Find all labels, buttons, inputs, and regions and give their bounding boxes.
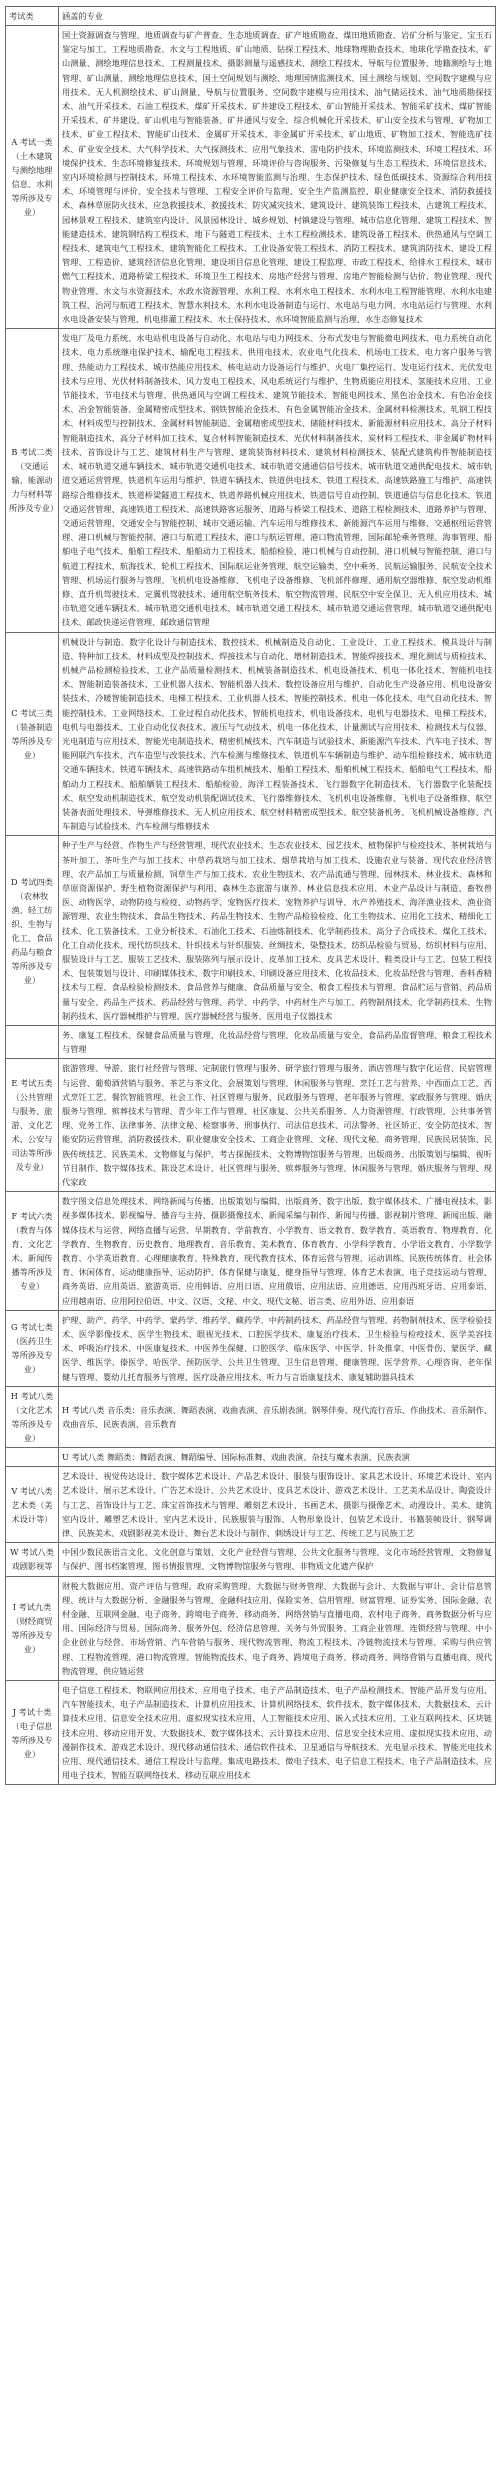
- table-row: [6, 836, 496, 1026]
- category-cell: [6, 1447, 59, 1466]
- majors-cell: 国土资源调查与管理、地质调查与矿产普查、生态地质调查、矿产地质勘查、煤田地质勘查、岩矿分析与鉴定、宝玉石鉴定与加工、工程地质勘查、水文与工程地质、矿山地质、钻探工程技术、地球物理勘查技术、地球化学勘查技术、矿山测量、测绘地理信息技术、工程测量技术、摄影测量与遥感技术、测绘工程技术、导航与位置服务、地籍测绘与土地管理、矿山测量、测绘地理信息技术、国土空间规划与测绘、地理国情监测技术、国土测绘与规划、空间数字建模与应用技术、无人机测绘技术、矿山测量、导航与位置服务、空间数字建模与应用技术、油气储运技术、油气地质勘探技术、油气开采技术、石油工程技术、煤矿开采技术、矿井建设工程技术、矿山智能开采技术、智能采矿技术、煤矿智能开采技术、矿井建设、矿山机电与智能装备、矿井通风与安全、综合机械化开采技术、矿山安全技术与管理、矿物加工技术、矿业工程技术、智能矿山技术、金属矿开采技术、非金属矿开采技术、矿山地质、矿物加工技术、智能选矿技术、矿业安全技术、大气科学技术、大气探测技术、应用气象技术、雷电防护技术、环境监测技术、环境工程技术、环境保护技术、生态环境修复技术、环境规划与管理、环境评价与咨询服务、污染修复与生态工程技术、环境信息技术、室内环境检测与控制技术、环境工程技术、水环境智能监测与治理、生态保护技术、绿色低碳技术、资源综合利用技术、环境管理与评价、安全技术与管理、工程安全评价与监理、安全生产监测监控、职业健康安全技术、消防救援技术、森林草原防火技术、应急救援技术、救援技术、防灾减灾技术、建筑设计、建筑装饰工程技术、古建筑工程技术、园林景观工程技术、建筑室内设计、风景园林设计、城乡规划、村镇建设与管理、城市信息化管理、建筑工程技术、智能建造技术、建筑钢结构工程技术、地下与隧道工程技术、土木工程检测技术、建筑设备工程技术、供热通风与空调工程技术、建筑电气工程技术、建筑智能化工程技术、工业设备安装工程技术、消防工程技术、建筑消防技术、建设工程管理、工程造价、建筑经济信息化管理、建设项目信息化管理、建设工程监理、市政工程技术、给排水工程技术、城市燃气工程技术、道路桥梁工程技术、环境卫生工程技术、房地产经营与管理、房地产智能检测与估价、物业管理、现代物业管理、水文与水资源技术、水政水资源管理、水利工程、水利水电工程技术、水利水电工程智能管理、水利水电建筑工程、治河与航道工程技术、智慧水利技术、水利水电设备制造与运行、水电站与电力网、水电站运行与管理、水利水电设备安装与管理、机电排灌工程技术、水土保持技术、水环境智能监测与治理、水生态修复技术: [59, 26, 496, 329]
- table-header: [6, 7, 496, 26]
- majors-cell: U 考试八类 舞蹈类：舞蹈表演、舞蹈编导、国际标准舞、戏曲表演、杂技与魔术表演、民族表演: [59, 1447, 496, 1466]
- table-row: [6, 1680, 496, 1784]
- majors-cell: 电子信息工程技术、物联网应用技术、应用电子技术、电子产品制造技术、电子产品检测技术、智能产品开发与应用、汽车智能技术、电子产品制造技术、计算机应用技术、计算机网络技术、软件技术、数字媒体技术、大数据技术、云计算技术应用、信息安全技术应用、虚拟现实技术应用、人工智能技术应用、嵌入式技术应用、工业互联网技术、区块链技术应用、移动应用开发、大数据技术、数字媒体技术、云计算技术应用、信息安全技术应用、虚拟现实技术应用、动漫制作技术、游戏艺术设计、现代移动通信技术、通信软件技术、卫星通信与导航技术、光电显示技术、智能光电技术应用、现代通信技术、通信工程设计与监理、集成电路技术、微电子技术、电子信息工程技术、电子产品制造技术、应用电子技术、智能互联网络技术、移动互联应用技术: [59, 1680, 496, 1784]
- category-cell: G 考试七类（医药卫生等所涉及专业）: [6, 1310, 59, 1386]
- majors-cell: 财税大数据应用、资产评估与管理、政府采购管理、大数据与财务管理、大数据与会计、大数据与审计、会计信息管理、统计与大数据分析、金融服务与管理、金融科技应用、保险实务、信用管理、财富管理、证券实务、国际金融、农村金融、互联网金融、电子商务、跨境电子商务、移动商务、网络营销与直播电商、农村电子商务、商务数据分析与应用、国际经济与贸易、国际商务、服务外包、经济信息管理、关务与外贸服务、工商企业管理、连锁经营与管理、中小企业创业与经营、市场营销、汽车营销与服务、现代物流管理、物流工程技术、冷链物流技术与管理、采购与供应管理、工程物流管理、港口物流管理、智能物流技术、电子商务、跨境电子商务、移动商务、网络营销与直播电商、现代物流管理、供应链运营: [59, 1576, 496, 1680]
- category-cell: [6, 1026, 59, 1059]
- table-body: [6, 26, 496, 1785]
- category-cell: A 考试一类（土木建筑与测绘地理信息、水利等所涉及专业）: [6, 26, 59, 329]
- header-row: [6, 7, 496, 26]
- majors-cell: 机械设计与制造、数字化设计与制造技术、数控技术、机械制造及自动化、工业设计、工业工程技术、模具设计与制造、特种加工技术、材料成型及控制技术、焊接技术与自动化、增材制造技术、智能焊接技术、理化测试与质检技术、机械产品检测检验技术、工业产品质量检测技术、机械装备制造技术、机电设备技术、机电一体化技术、智能机电技术、智能制造装备技术、工业机器人技术、智能机器人技术、数控设备应用与维护、自动化生产设备应用、机电设备安装技术、冷暖智能制造技术、电梯工程技术、工业机器人技术、智能控制技术、机电一体化技术、电气自动化技术、智能控制技术、工业网络技术、工业过程自动化技术、智能机电技术、机电设备技术、电机与电器技术、电梯工程技术、电机与电器技术、工业自动化仪表技术、液压与气动技术、机电一体化技术、计量测试与应用技术、检测技术与仪器、光电制造与应用技术、智能光电制造技术、精密机械技术、汽车制造与试验技术、新能源汽车技术、汽车电子技术、智能网联汽车技术、汽车造型与改装技术、汽车检测与维修技术、铁道机车车辆制造与维护、动车组检修技术、城市轨道交通车辆技术、铁道车辆技术、高速铁路动车组机械技术、船舶工程技术、船舶机械工程技术、船舶电气工程技术、船舶动力工程技术、船舶舾装工程技术、船舶检验、海洋工程装备技术、飞行器数字化制造技术、飞行器数字化装配技术、航空发动机制造技术、航空发动机装配调试技术、飞行器维修技术、飞机机电设备维修、飞机电子设备维修、航空装备表面处理技术、导弹维修技术、无人机应用技术、航空材料精密成型技术、航空装备机务、飞机机械设备维修、汽车制造与试验技术、汽车检测与维修技术: [59, 632, 496, 836]
- table-row: [6, 632, 496, 836]
- table-row: [6, 26, 496, 329]
- table-row: [6, 1576, 496, 1680]
- category-cell: B 考试二类（交通运输、能源动力与材料等所涉及专业）: [6, 329, 59, 632]
- majors-cell: 数字图文信息处理技术、网络新闻与传播、出版策划与编辑、出版商务、数字出版、数字媒体技术、广播电视技术、影视多媒体技术、影视编导、播音与主持、摄影摄像技术、新闻采编与制作、新闻与传播、影视制片管理、新闻出版、融媒体技术与运营、网络直播与运营、早期教育、学前教育、小学教育、语文教育、数学教育、英语教育、物理教育、化学教育、生物教育、历史教育、地理教育、音乐教育、美术教育、体育教育、小学科学教育、小学语文教育、小学数学教育、小学英语教育、心理健康教育、特殊教育、现代教育技术、体育运营与管理、运动训练、民族传统体育、社会体育、休闲体育、运动健康指导、运动防护、体育保健与康复、健身指导与管理、体育艺术表演、电子竞技运动与管理、商务英语、应用英语、旅游英语、应用韩语、应用日语、应用俄语、应用法语、应用德语、应用西班牙语、应用泰语、应用越南语、应用阿拉伯语、中文、汉语、文秘、中文、现代文秘、语言类、应用外语、应用泰语: [59, 1192, 496, 1311]
- table-row: [6, 1447, 496, 1466]
- specialty-table: [5, 6, 496, 1785]
- category-cell: J 考试十类（电子信息等所涉及专业）: [6, 1680, 59, 1784]
- majors-cell: 发电厂及电力系统、水电站机电设备与自动化、水电站与电力网技术、分布式发电与智能微电网技术、电力系统自动化技术、电力系统继电保护技术、输配电工程技术、供用电技术、农业电气化技术、机场电工技术、电力客户服务与管理、热能动力工程技术、城市热能应用技术、核电站动力设备运行与维护、火电厂集控运行、发电运行技术、光伏发电技术与应用、光伏材料制备技术、风力发电工程技术、风电系统运行与维护、生物质能应用技术、氢能技术应用、工业节能技术、节电技术与管理、供热通风与空调工程技术、建筑节能技术、智能电网技术、黑色冶金技术、有色冶金技术、冶金智能装备、金属精密成型技术、钢铁智能冶金技术、有色金属智能冶金技术、金属材料检测技术、轧钢工程技术、材料成型与控制技术、金属材料智能制造、金属精密成型技术、储能材料技术、新能源材料应用技术、高分子材料智能制造技术、高分子材料加工技术、复合材料智能制造技术、光伏材料制备技术、炭材料工程技术、非金属矿物材料技术、首饰设计与工艺、建筑材料生产与管理、建筑装饰材料技术、建筑材料检测技术、装配式建筑构件智能制造技术、城市轨道交通车辆技术、城市轨道交通机电技术、城市轨道交通通信信号技术、城市轨道交通供配电技术、城市轨道交通运营管理、铁道机车运用与维护、铁道车辆技术、铁道供电技术、铁道工程技术、高速铁路施工与维护、高速铁路综合维修技术、铁道桥梁隧道工程技术、铁道养路机械应用技术、铁道信号自动控制、铁道通信与信息化技术、铁道交通运营管理、高速铁道工程技术、高速铁路客运服务、道路与桥梁工程技术、道路工程检测技术、道路养护与管理、交通运营管理、交通安全与智能控制、城市交通运输、汽车运用与维修技术、新能源汽车运用与维修、交通枢纽运营管理、港口机械与智能控制、港口与航道工程技术、港口与航运管理、港口物流管理、国际邮轮乘务管理、海事管理、船舶电子电气技术、船舶工程技术、船舶动力工程技术、船舶检验、港口机械与自动控制、港口机械与智能控制、港口与航道工程技术、航海技术、轮机工程技术、国际航运业务管理、航空运输类、空中乘务、民航运输服务、民航安全技术管理、机场运行服务与管理、飞机机电设备维修、飞机电子设备维修、飞机部件修理、通用航空器维修、航空发动机维修、直升机驾驶技术、定翼机驾驶技术、通用航空航务技术、航空物流管理、民航空中安全保卫、无人机应用技术、城市轨道交通车辆技术、城市轨道交通机电技术、城市轨道交通工程技术、城市轨道交通运营管理、城市轨道交通供配电技术、邮政快递运营管理、邮政通信管理: [59, 329, 496, 632]
- category-cell: F 考试六类（教育与体育、文化艺术、新闻传播等所涉及专业）: [6, 1192, 59, 1311]
- table-row: [6, 329, 496, 632]
- majors-cell: 中国少数民族语言文化、文化创意与策划、文化产业经营与管理、公共文化服务与管理、文化市场经营管理、文物修复与保护、图书档案管理、图书情报管理、文物博物馆服务与管理、非物质文化遗产保护: [59, 1543, 496, 1576]
- category-cell: V 考试八类 艺术类（美术设计等）: [6, 1467, 59, 1543]
- header-exam-category: 考试类: [6, 7, 59, 26]
- table-row: [6, 1192, 496, 1311]
- category-cell: I 考试九类（财经商贸等所涉及专业）: [6, 1576, 59, 1680]
- table-row: [6, 1467, 496, 1543]
- table-row: [6, 1310, 496, 1386]
- category-cell: W 考试八类 戏剧影视等: [6, 1543, 59, 1576]
- majors-cell: 护理、助产、药学、中药学、蒙药学、维药学、藏药学、中药制药技术、药品经营与管理、药物制剂技术、医学检验技术、医学影像技术、医学生物技术、眼视光技术、口腔医学技术、康复治疗技术、卫生检验与检疫技术、医学美容技术、呼吸治疗技术、中医康复技术、中医养生保健、口腔医学、临床医学、中医学、针灸推拿、中医骨伤、蒙医学、藏医学、维医学、傣医学、哈医学、预防医学、公共卫生管理、卫生信息管理、健康管理、医学营养、心理咨询、老年保健与管理、婴幼儿托育服务与管理、医疗设备应用技术、听力与言语康复技术、康复辅助器具技术: [59, 1310, 496, 1386]
- table-row: [6, 1543, 496, 1576]
- majors-cell: H 考试八类 音乐类：音乐表演、舞蹈表演、戏曲表演、音乐剧表演、钢琴伴奏、现代流行音乐、作曲技术、音乐制作、戏曲音乐、民族表演、音乐教育: [59, 1386, 496, 1447]
- category-cell: E 考试五类（公共管理与服务、旅游、文化艺术、公安与司法等所涉及专业）: [6, 1059, 59, 1192]
- majors-cell: 旅游管理、导游、旅行社经营与管理、定制旅行管理与服务、研学旅行管理与服务、酒店管理与数字化运营、民宿管理与运营、葡萄酒营销与服务、茶艺与茶文化、会展策划与管理、休闲服务与管理、烹饪工艺与营养、中西面点工艺、西式烹饪工艺、餐饮智能管理、社会工作、社区管理与服务、民政服务与管理、老年服务与管理、家政服务与管理、婚庆服务与管理、殡葬技术与管理、青少年工作与管理、社区康复、公共关系服务、人力资源管理、行政管理、公共事务管理、党务工作、法律事务、法律文秘、检察事务、刑事执行、司法信息技术、司法警务、社区矫正、安全防范技术、智能安防运营管理、消防救援技术、职业健康安全技术、工商企业管理、文秘、现代文秘、商务管理、民族民居装饰、民族传统技艺、民族美术、文物修复与保护、考古探掘技术、文物博物馆服务与管理、出版商务、出版策划与编辑、视听节目制作、数字媒体技术、陈设艺术设计、社区管理与服务、殡葬服务与管理、休闲服务与管理、婚庆服务与管理、现代家政: [59, 1059, 496, 1192]
- header-covered-majors: 涵盖的专业: [59, 7, 496, 26]
- category-cell: H 考试八类（文化艺术等所涉及专业）: [6, 1386, 59, 1447]
- majors-cell: 种子生产与经营、作物生产与经营管理、现代农业技术、生态农业技术、园艺技术、植物保护与检疫技术、茶树栽培与茶叶加工、茶叶生产与加工技术、中草药栽培与加工技术、烟草栽培与加工技术、设施农业与装备、现代农业经济管理、农产品加工与质量检测、饲草生产与加工技术、农业生物技术、农产品流通与管理、园林技术、林业技术、森林和草原资源保护、野生植物资源保护与利用、森林生态旅游与康养、林业信息技术应用、木业产品设计与制造、畜牧兽医、动物医学、动物防疫与检疫、动物药学、宠物医疗技术、宠物养护与训导、水产养殖技术、海洋渔业技术、渔业资源管理、农业生物技术、食品生物技术、药品生物技术、生物产品检验检疫、化工生物技术、应用化工技术、精细化工技术、化工装备技术、工业分析技术、石油化工技术、石油炼制技术、化学制药技术、高分子合成技术、煤化工技术、化工自动化技术、现代纺织技术、针织技术与针织服装、丝绸技术、染整技术、纺织品检验与贸易、纺织材料与应用、服装设计与工艺、服装工艺技术、服装陈列与展示设计、皮革加工技术、皮具艺术设计、鞋类设计与工艺、包装工程技术、包装策划与设计、印刷媒体技术、数字印刷技术、印刷设备应用技术、化妆品技术、化妆品经营与管理、香料香精技术与工程、食品检验检测技术、食品营养与健康、食品质量与安全、粮食工程技术与管理、食品贮运与营销、药品质量与安全、药品生产技术、药品经营与管理、药学、中药学、中药材生产与加工、药物制剂技术、化学制药技术、生物制药技术、医疗器械维护与管理、医疗器械经营与服务、医用电子仪器技术: [59, 836, 496, 1026]
- majors-cell: 务、康复工程技术、保健食品质量与管理、化妆品经营与管理、化妆品质量与安全、食品药品监督管理、粮食工程技术与管理: [59, 1026, 496, 1059]
- category-cell: C 考试三类（装备制造等所涉及专业）: [6, 632, 59, 836]
- table-row: [6, 1026, 496, 1059]
- table-row: [6, 1386, 496, 1447]
- majors-cell: 艺术设计、视觉传达设计、数字媒体艺术设计、产品艺术设计、服装与服饰设计、家具艺术设计、环境艺术设计、室内艺术设计、展示艺术设计、广告艺术设计、公共艺术设计、皮具艺术设计、游戏艺术设计、工艺美术品设计、陶瓷设计与工艺、首饰设计与工艺、珠宝首饰技术与管理、雕刻艺术设计、书画艺术、摄影与摄像艺术、动漫设计、美术、建筑室内设计、雕塑艺术设计、室内艺术设计、民族服装与服饰、人物形象设计、包装艺术设计、书籍装帧设计、钢琴调律、民族美术、戏剧影视美术设计、舞台艺术设计与制作、刺绣设计与工艺、传统工艺与民族工艺: [59, 1467, 496, 1543]
- category-cell: D 考试四类（农林牧渔、轻工纺织、生物与化工、食品药品与粮食等所涉及专业）: [6, 836, 59, 1026]
- table-row: [6, 1059, 496, 1192]
